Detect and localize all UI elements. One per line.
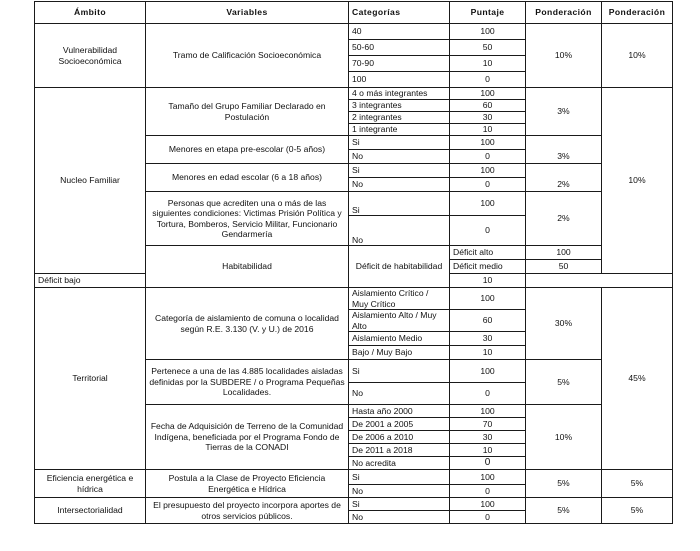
category-cell: Si [349,360,450,383]
score-cell: 100 [526,246,602,260]
ambito-cell: Eficiencia energética e hídrica [35,470,146,498]
score-cell: 100 [450,360,526,383]
score-cell: 10 [450,124,526,136]
score-cell: 0 [450,178,526,192]
ponderacion-variable-cell: 2% [526,164,602,192]
ponderacion-variable-cell: 2% [526,192,602,246]
ponderacion-variable-cell: 3% [526,136,602,164]
header-variables: Variables [146,2,349,24]
scoring-table [34,1,673,524]
category-cell: Aislamiento Crítico / Muy Crítico [349,288,450,310]
score-cell: 100 [450,192,526,216]
score-cell: 70 [450,418,526,431]
ambito-cell: Habitabilidad [146,246,349,288]
category-cell: Si [349,192,450,216]
score-cell: 10 [450,346,526,360]
category-cell: Hasta año 2000 [349,405,450,418]
table-row [35,498,673,511]
score-cell: 0 [450,150,526,164]
header-categorias: Categorías [349,2,450,24]
score-cell: 100 [450,470,526,485]
category-cell: Si [349,136,450,150]
category-cell: 2 integrantes [349,112,450,124]
score-cell: 30 [450,431,526,444]
score-cell: 30 [450,112,526,124]
ambito-cell: Nucleo Familiar [35,88,146,274]
category-cell: De 2006 a 2010 [349,431,450,444]
category-cell: Si [349,164,450,178]
score-cell: 100 [450,288,526,310]
ponderacion-variable-cell: 5% [526,498,602,524]
ponderacion-ambito-cell: 10% [602,24,673,88]
header-ambito: Ámbito [35,2,146,24]
category-cell: Aislamiento Medio [349,332,450,346]
category-cell: 4 o más integrantes [349,88,450,100]
score-cell: 10 [450,56,526,72]
table-row [35,470,673,485]
category-cell: Déficit medio [450,260,526,274]
table-row [35,288,673,310]
score-cell: 100 [450,164,526,178]
variable-cell: Personas que acrediten una o más de las siguientes condiciones: Victimas Prisión Política y Tortura, Bomberos, Servicio Militar, Funcionario Gendarmería [146,192,349,246]
header-ponderacion-variable: Ponderación [526,2,602,24]
score-cell: 10 [450,444,526,457]
category-cell: 70-90 [349,56,450,72]
category-cell: No acredita [349,457,450,470]
score-cell: 0 [450,485,526,498]
ponderacion-variable-cell: 30% [526,288,602,360]
category-cell: Aislamiento Alto / Muy Alto [349,310,450,332]
score-cell: 50 [526,260,602,274]
category-cell: 3 integrantes [349,100,450,112]
category-cell: No [349,485,450,498]
score-cell: 100 [450,498,526,511]
category-cell: Si [349,470,450,485]
category-cell: 100 [349,72,450,88]
category-cell: Déficit bajo [35,274,146,288]
ponderacion-variable-cell: 3% [526,88,602,136]
score-cell: 60 [450,100,526,112]
category-cell: No [349,383,450,405]
score-cell: 10 [450,274,526,288]
score-cell: 100 [450,88,526,100]
score-cell: 100 [450,24,526,40]
ponderacion-ambito-cell: 5% [602,498,673,524]
variable-cell: Postula a la Clase de Proyecto Eficiencia Energética e Hídrica [146,470,349,498]
score-cell: 0 [450,72,526,88]
score-cell: 50 [450,40,526,56]
variable-cell: Pertenece a una de las 4.885 localidades aisladas definidas por la SUBDERE / o Programa Pequeñas Localidades. [146,360,349,405]
variable-cell: El presupuesto del proyecto incorpora aportes de otros servicios públicos. [146,498,349,524]
table-row [35,24,673,40]
variable-cell: Déficit de habitabilidad [349,246,450,288]
variable-cell: Menores en edad escolar (6 a 18 años) [146,164,349,192]
header-puntaje: Puntaje [450,2,526,24]
score-cell: 0 [450,457,526,470]
category-cell: 50-60 [349,40,450,56]
header-row [35,2,673,24]
variable-cell: Categoría de aislamiento de comuna o localidad según R.E. 3.130 (V. y U.) de 2016 [146,288,349,360]
ambito-cell: Vulnerabilidad Socioeconómica [35,24,146,88]
category-cell: 1 integrante [349,124,450,136]
category-cell: Si [349,498,450,511]
category-cell: 40 [349,24,450,40]
score-cell: 0 [450,216,526,246]
variable-cell: Fecha de Adquisición de Terreno de la Comunidad Indígena, beneficiada por el Programa Fondo de Tierras de la CONADI [146,405,349,470]
score-cell: 100 [450,405,526,418]
ponderacion-ambito-cell: 5% [602,470,673,498]
ponderacion-ambito-cell: 10% [602,88,673,274]
ponderacion-variable-cell: 10% [526,24,602,88]
category-cell: No [349,216,450,246]
category-cell: No [349,178,450,192]
ponderacion-ambito-cell: 45% [602,288,673,470]
category-cell: De 2011 a 2018 [349,444,450,457]
score-cell: 100 [450,136,526,150]
variable-cell: Menores en etapa pre-escolar (0-5 años) [146,136,349,164]
ambito-cell: Intersectorialidad [35,498,146,524]
ponderacion-variable-cell: 5% [526,360,602,405]
category-cell: Bajo / Muy Bajo [349,346,450,360]
score-cell: 0 [450,511,526,524]
variable-cell: Tramo de Calificación Socioeconómica [146,24,349,88]
ponderacion-variable-cell: 10% [526,405,602,470]
score-cell: 0 [450,383,526,405]
table-row [35,88,673,100]
category-cell: De 2001 a 2005 [349,418,450,431]
ponderacion-variable-cell: 5% [526,470,602,498]
score-cell: 30 [450,332,526,346]
category-cell: No [349,150,450,164]
score-cell: 60 [450,310,526,332]
category-cell: Déficit alto [450,246,526,260]
ambito-cell: Territorial [35,288,146,470]
header-ponderacion-ambito: Ponderación [602,2,673,24]
category-cell: No [349,511,450,524]
variable-cell: Tamaño del Grupo Familiar Declarado en Postulación [146,88,349,136]
